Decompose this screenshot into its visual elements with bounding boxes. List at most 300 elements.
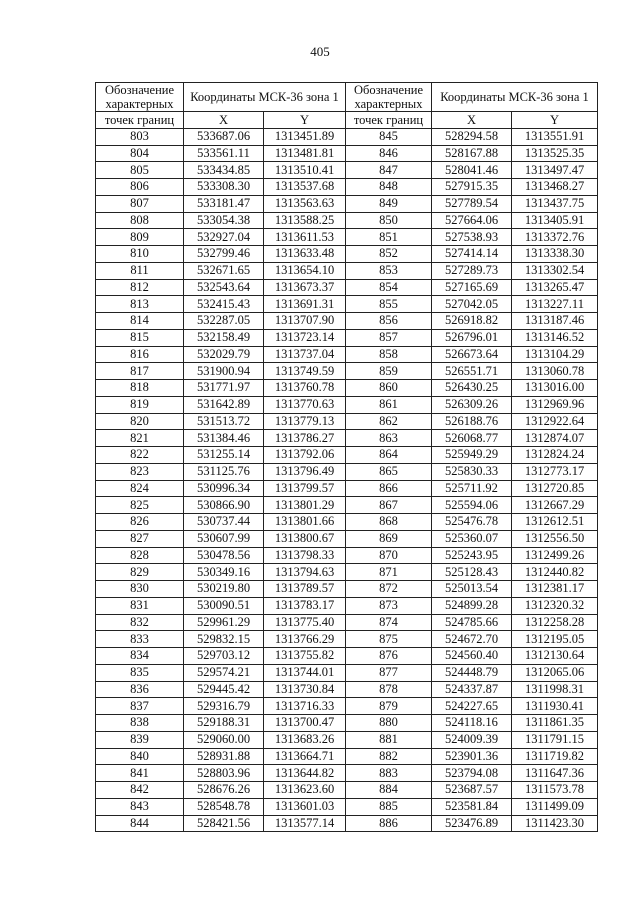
y-coordinate-cell: 1313801.29 — [264, 497, 346, 514]
x-coordinate-cell: 533687.06 — [184, 128, 264, 145]
table-row — [96, 765, 598, 782]
x-coordinate-cell: 527789.54 — [432, 195, 512, 212]
table-row — [96, 262, 598, 279]
point-number-cell: 871 — [346, 564, 432, 581]
x-coordinate-cell: 526430.25 — [432, 380, 512, 397]
x-coordinate-cell: 525128.43 — [432, 564, 512, 581]
table-row — [96, 329, 598, 346]
y-coordinate-cell: 1311861.35 — [512, 715, 598, 732]
y-coordinate-cell: 1312258.28 — [512, 614, 598, 631]
page-number: 405 — [310, 44, 330, 59]
x-coordinate-cell: 532415.43 — [184, 296, 264, 313]
table-row — [96, 413, 598, 430]
x-coordinate-cell: 527664.06 — [432, 212, 512, 229]
x-coordinate-cell: 528421.56 — [184, 815, 264, 832]
x-coordinate-cell: 528676.26 — [184, 782, 264, 799]
x-coordinate-cell: 532799.46 — [184, 246, 264, 263]
point-number-cell: 810 — [96, 246, 184, 263]
table-row — [96, 279, 598, 296]
x-coordinate-cell: 529832.15 — [184, 631, 264, 648]
y-coordinate-cell: 1312612.51 — [512, 514, 598, 531]
y-coordinate-cell: 1312499.26 — [512, 547, 598, 564]
x-coordinate-cell: 530090.51 — [184, 597, 264, 614]
point-number-cell: 842 — [96, 782, 184, 799]
y-column-header-left: Y — [264, 112, 346, 129]
table-row — [96, 480, 598, 497]
point-number-cell: 834 — [96, 648, 184, 665]
y-coordinate-cell: 1313775.40 — [264, 614, 346, 631]
point-number-cell: 852 — [346, 246, 432, 263]
table-row — [96, 631, 598, 648]
y-coordinate-cell: 1313716.33 — [264, 698, 346, 715]
point-number-cell: 826 — [96, 514, 184, 531]
table-row — [96, 514, 598, 531]
x-coordinate-cell: 533054.38 — [184, 212, 264, 229]
point-number-cell: 827 — [96, 530, 184, 547]
point-number-cell: 831 — [96, 597, 184, 614]
x-coordinate-cell: 533308.30 — [184, 179, 264, 196]
x-coordinate-cell: 532158.49 — [184, 329, 264, 346]
table-row — [96, 564, 598, 581]
point-number-cell: 866 — [346, 480, 432, 497]
point-number-cell: 837 — [96, 698, 184, 715]
point-number-cell: 814 — [96, 313, 184, 330]
x-coordinate-cell: 527165.69 — [432, 279, 512, 296]
point-number-cell: 859 — [346, 363, 432, 380]
table-row — [96, 430, 598, 447]
y-coordinate-cell: 1313770.63 — [264, 396, 346, 413]
point-number-cell: 813 — [96, 296, 184, 313]
x-coordinate-cell: 528803.96 — [184, 765, 264, 782]
point-number-cell: 870 — [346, 547, 432, 564]
table-row — [96, 246, 598, 263]
y-coordinate-cell: 1313664.71 — [264, 748, 346, 765]
y-coordinate-cell: 1311791.15 — [512, 731, 598, 748]
point-number-cell: 885 — [346, 798, 432, 815]
y-coordinate-cell: 1312922.64 — [512, 413, 598, 430]
y-coordinate-cell: 1313601.03 — [264, 798, 346, 815]
y-coordinate-cell: 1313437.75 — [512, 195, 598, 212]
table-row — [96, 463, 598, 480]
point-number-cell: 865 — [346, 463, 432, 480]
y-coordinate-cell: 1312440.82 — [512, 564, 598, 581]
x-coordinate-cell: 524337.87 — [432, 681, 512, 698]
point-number-cell: 886 — [346, 815, 432, 832]
y-coordinate-cell: 1312720.85 — [512, 480, 598, 497]
point-number-cell: 835 — [96, 664, 184, 681]
y-coordinate-cell: 1313104.29 — [512, 346, 598, 363]
x-coordinate-cell: 524227.65 — [432, 698, 512, 715]
point-number-cell: 880 — [346, 715, 432, 732]
x-coordinate-cell: 523794.08 — [432, 765, 512, 782]
y-coordinate-cell: 1313451.89 — [264, 128, 346, 145]
point-number-cell: 855 — [346, 296, 432, 313]
x-coordinate-cell: 532671.65 — [184, 262, 264, 279]
table-row — [96, 447, 598, 464]
point-number-cell: 803 — [96, 128, 184, 145]
point-number-cell: 821 — [96, 430, 184, 447]
x-coordinate-cell: 529060.00 — [184, 731, 264, 748]
point-number-cell: 882 — [346, 748, 432, 765]
point-number-cell: 867 — [346, 497, 432, 514]
x-coordinate-cell: 532927.04 — [184, 229, 264, 246]
point-number-cell: 846 — [346, 145, 432, 162]
y-coordinate-cell: 1312824.24 — [512, 447, 598, 464]
x-coordinate-cell: 529703.12 — [184, 648, 264, 665]
x-coordinate-cell: 532543.64 — [184, 279, 264, 296]
point-label-subheader-right: точек границ — [346, 112, 432, 129]
x-coordinate-cell: 526551.71 — [432, 363, 512, 380]
y-coordinate-cell: 1313786.27 — [264, 430, 346, 447]
point-number-cell: 829 — [96, 564, 184, 581]
table-header-row — [96, 83, 598, 112]
y-coordinate-cell: 1313146.52 — [512, 329, 598, 346]
point-number-cell: 838 — [96, 715, 184, 732]
x-coordinate-cell: 531642.89 — [184, 396, 264, 413]
x-coordinate-cell: 527414.14 — [432, 246, 512, 263]
y-coordinate-cell: 1313481.81 — [264, 145, 346, 162]
y-coordinate-cell: 1313800.67 — [264, 530, 346, 547]
y-coordinate-cell: 1311998.31 — [512, 681, 598, 698]
table-row — [96, 798, 598, 815]
y-coordinate-cell: 1311930.41 — [512, 698, 598, 715]
x-coordinate-cell: 525830.33 — [432, 463, 512, 480]
y-coordinate-cell: 1313537.68 — [264, 179, 346, 196]
table-row — [96, 748, 598, 765]
y-coordinate-cell: 1312065.06 — [512, 664, 598, 681]
point-number-cell: 864 — [346, 447, 432, 464]
table-row — [96, 195, 598, 212]
point-number-cell: 823 — [96, 463, 184, 480]
y-coordinate-cell: 1313563.63 — [264, 195, 346, 212]
x-coordinate-cell: 526796.01 — [432, 329, 512, 346]
table-row — [96, 597, 598, 614]
point-number-cell: 863 — [346, 430, 432, 447]
x-coordinate-cell: 530349.16 — [184, 564, 264, 581]
point-number-cell: 815 — [96, 329, 184, 346]
point-label-header-left: Обозначение характерных — [96, 83, 184, 112]
y-coordinate-cell: 1313760.78 — [264, 380, 346, 397]
y-coordinate-cell: 1313525.35 — [512, 145, 598, 162]
x-coordinate-cell: 533181.47 — [184, 195, 264, 212]
y-coordinate-cell: 1313302.54 — [512, 262, 598, 279]
point-number-cell: 878 — [346, 681, 432, 698]
x-coordinate-cell: 529961.29 — [184, 614, 264, 631]
y-coordinate-cell: 1313497.47 — [512, 162, 598, 179]
y-coordinate-cell: 1313766.29 — [264, 631, 346, 648]
table-row — [96, 313, 598, 330]
y-coordinate-cell: 1312667.29 — [512, 497, 598, 514]
x-coordinate-cell: 524672.70 — [432, 631, 512, 648]
y-coordinate-cell: 1313744.01 — [264, 664, 346, 681]
point-label-header-right: Обозначение характерных — [346, 83, 432, 112]
y-coordinate-cell: 1313338.30 — [512, 246, 598, 263]
x-coordinate-cell: 530996.34 — [184, 480, 264, 497]
point-number-cell: 883 — [346, 765, 432, 782]
y-coordinate-cell: 1313060.78 — [512, 363, 598, 380]
y-coordinate-cell: 1313468.27 — [512, 179, 598, 196]
table-row — [96, 497, 598, 514]
table-row — [96, 698, 598, 715]
table-row — [96, 782, 598, 799]
point-number-cell: 819 — [96, 396, 184, 413]
point-number-cell: 840 — [96, 748, 184, 765]
y-coordinate-cell: 1311719.82 — [512, 748, 598, 765]
table-row — [96, 614, 598, 631]
x-coordinate-cell: 531255.14 — [184, 447, 264, 464]
point-number-cell: 856 — [346, 313, 432, 330]
y-coordinate-cell: 1313227.11 — [512, 296, 598, 313]
y-coordinate-cell: 1313016.00 — [512, 380, 598, 397]
table-row — [96, 229, 598, 246]
coord-title-header-left: Координаты МСК-36 зона 1 — [184, 83, 346, 112]
y-coordinate-cell: 1311647.36 — [512, 765, 598, 782]
x-coordinate-cell: 529574.21 — [184, 664, 264, 681]
x-coordinate-cell: 524560.40 — [432, 648, 512, 665]
x-coordinate-cell: 528548.78 — [184, 798, 264, 815]
y-coordinate-cell: 1312381.17 — [512, 581, 598, 598]
y-coordinate-cell: 1313683.26 — [264, 731, 346, 748]
point-number-cell: 860 — [346, 380, 432, 397]
point-number-cell: 816 — [96, 346, 184, 363]
table-row — [96, 664, 598, 681]
y-coordinate-cell: 1313789.57 — [264, 581, 346, 598]
table-row — [96, 212, 598, 229]
table-row — [96, 681, 598, 698]
x-coordinate-cell: 523581.84 — [432, 798, 512, 815]
point-number-cell: 874 — [346, 614, 432, 631]
point-number-cell: 824 — [96, 480, 184, 497]
x-coordinate-cell: 530866.90 — [184, 497, 264, 514]
point-number-cell: 807 — [96, 195, 184, 212]
y-coordinate-cell: 1313796.49 — [264, 463, 346, 480]
y-coordinate-cell: 1311573.78 — [512, 782, 598, 799]
table-row — [96, 396, 598, 413]
point-number-cell: 857 — [346, 329, 432, 346]
point-number-cell: 881 — [346, 731, 432, 748]
x-coordinate-cell: 523901.36 — [432, 748, 512, 765]
x-coordinate-cell: 525476.78 — [432, 514, 512, 531]
point-number-cell: 884 — [346, 782, 432, 799]
point-number-cell: 812 — [96, 279, 184, 296]
point-number-cell: 806 — [96, 179, 184, 196]
x-coordinate-cell: 527538.93 — [432, 229, 512, 246]
y-coordinate-cell: 1313799.57 — [264, 480, 346, 497]
x-column-header-right: X — [432, 112, 512, 129]
y-coordinate-cell: 1313792.06 — [264, 447, 346, 464]
x-coordinate-cell: 531771.97 — [184, 380, 264, 397]
table-row — [96, 380, 598, 397]
point-number-cell: 862 — [346, 413, 432, 430]
y-coordinate-cell: 1313633.48 — [264, 246, 346, 263]
x-coordinate-cell: 530219.80 — [184, 581, 264, 598]
y-coordinate-cell: 1313623.60 — [264, 782, 346, 799]
y-coordinate-cell: 1312874.07 — [512, 430, 598, 447]
point-number-cell: 847 — [346, 162, 432, 179]
point-number-cell: 832 — [96, 614, 184, 631]
x-coordinate-cell: 529445.42 — [184, 681, 264, 698]
x-coordinate-cell: 528041.46 — [432, 162, 512, 179]
x-coordinate-cell: 531125.76 — [184, 463, 264, 480]
y-coordinate-cell: 1313577.14 — [264, 815, 346, 832]
point-number-cell: 825 — [96, 497, 184, 514]
y-coordinate-cell: 1313372.76 — [512, 229, 598, 246]
point-number-cell: 854 — [346, 279, 432, 296]
y-coordinate-cell: 1312320.32 — [512, 597, 598, 614]
table-row — [96, 296, 598, 313]
y-coordinate-cell: 1313510.41 — [264, 162, 346, 179]
x-coordinate-cell: 525711.92 — [432, 480, 512, 497]
point-number-cell: 833 — [96, 631, 184, 648]
y-coordinate-cell: 1313265.47 — [512, 279, 598, 296]
y-coordinate-cell: 1312130.64 — [512, 648, 598, 665]
y-coordinate-cell: 1313798.33 — [264, 547, 346, 564]
y-coordinate-cell: 1313737.04 — [264, 346, 346, 363]
table-row — [96, 530, 598, 547]
table-row — [96, 731, 598, 748]
x-coordinate-cell: 523476.89 — [432, 815, 512, 832]
y-coordinate-cell: 1313755.82 — [264, 648, 346, 665]
y-coordinate-cell: 1313691.31 — [264, 296, 346, 313]
point-number-cell: 876 — [346, 648, 432, 665]
x-coordinate-cell: 526309.26 — [432, 396, 512, 413]
point-number-cell: 868 — [346, 514, 432, 531]
y-coordinate-cell: 1313723.14 — [264, 329, 346, 346]
x-coordinate-cell: 527042.05 — [432, 296, 512, 313]
point-number-cell: 818 — [96, 380, 184, 397]
x-coordinate-cell: 524899.28 — [432, 597, 512, 614]
y-coordinate-cell: 1312556.50 — [512, 530, 598, 547]
y-coordinate-cell: 1313611.53 — [264, 229, 346, 246]
point-number-cell: 851 — [346, 229, 432, 246]
y-coordinate-cell: 1311423.30 — [512, 815, 598, 832]
point-number-cell: 845 — [346, 128, 432, 145]
x-coordinate-cell: 526188.76 — [432, 413, 512, 430]
y-coordinate-cell: 1312773.17 — [512, 463, 598, 480]
x-coordinate-cell: 526918.82 — [432, 313, 512, 330]
x-coordinate-cell: 533434.85 — [184, 162, 264, 179]
x-column-header-left: X — [184, 112, 264, 129]
table-row — [96, 145, 598, 162]
point-number-cell: 839 — [96, 731, 184, 748]
table-row — [96, 179, 598, 196]
x-coordinate-cell: 524118.16 — [432, 715, 512, 732]
point-number-cell: 872 — [346, 581, 432, 598]
point-number-cell: 808 — [96, 212, 184, 229]
point-number-cell: 836 — [96, 681, 184, 698]
point-number-cell: 822 — [96, 447, 184, 464]
x-coordinate-cell: 524785.66 — [432, 614, 512, 631]
y-coordinate-cell: 1313673.37 — [264, 279, 346, 296]
table-row — [96, 128, 598, 145]
table-row — [96, 162, 598, 179]
y-coordinate-cell: 1313700.47 — [264, 715, 346, 732]
x-coordinate-cell: 530478.56 — [184, 547, 264, 564]
x-coordinate-cell: 532287.05 — [184, 313, 264, 330]
x-coordinate-cell: 533561.11 — [184, 145, 264, 162]
table-row — [96, 715, 598, 732]
point-number-cell: 877 — [346, 664, 432, 681]
x-coordinate-cell: 526068.77 — [432, 430, 512, 447]
coordinates-table — [95, 82, 598, 832]
y-coordinate-cell: 1313779.13 — [264, 413, 346, 430]
point-number-cell: 811 — [96, 262, 184, 279]
x-coordinate-cell: 526673.64 — [432, 346, 512, 363]
table-body — [96, 128, 598, 832]
x-coordinate-cell: 523687.57 — [432, 782, 512, 799]
point-number-cell: 830 — [96, 581, 184, 598]
y-coordinate-cell: 1312195.05 — [512, 631, 598, 648]
x-coordinate-cell: 527915.35 — [432, 179, 512, 196]
coord-title-header-right: Координаты МСК-36 зона 1 — [432, 83, 598, 112]
point-number-cell: 873 — [346, 597, 432, 614]
point-number-cell: 828 — [96, 547, 184, 564]
x-coordinate-cell: 529316.79 — [184, 698, 264, 715]
table-row — [96, 363, 598, 380]
point-number-cell: 805 — [96, 162, 184, 179]
point-number-cell: 858 — [346, 346, 432, 363]
x-coordinate-cell: 531900.94 — [184, 363, 264, 380]
x-coordinate-cell: 531384.46 — [184, 430, 264, 447]
table-row — [96, 581, 598, 598]
table-row — [96, 346, 598, 363]
y-coordinate-cell: 1313707.90 — [264, 313, 346, 330]
table-row — [96, 648, 598, 665]
y-coordinate-cell: 1313730.84 — [264, 681, 346, 698]
point-number-cell: 869 — [346, 530, 432, 547]
point-number-cell: 843 — [96, 798, 184, 815]
x-coordinate-cell: 525360.07 — [432, 530, 512, 547]
y-coordinate-cell: 1313405.91 — [512, 212, 598, 229]
x-coordinate-cell: 531513.72 — [184, 413, 264, 430]
table-row — [96, 547, 598, 564]
x-coordinate-cell: 525013.54 — [432, 581, 512, 598]
point-number-cell: 817 — [96, 363, 184, 380]
y-coordinate-cell: 1313644.82 — [264, 765, 346, 782]
x-coordinate-cell: 532029.79 — [184, 346, 264, 363]
point-number-cell: 853 — [346, 262, 432, 279]
y-coordinate-cell: 1313749.59 — [264, 363, 346, 380]
point-number-cell: 804 — [96, 145, 184, 162]
x-coordinate-cell: 530737.44 — [184, 514, 264, 531]
point-number-cell: 861 — [346, 396, 432, 413]
point-label-subheader-left: точек границ — [96, 112, 184, 129]
point-number-cell: 850 — [346, 212, 432, 229]
y-column-header-right: Y — [512, 112, 598, 129]
point-number-cell: 844 — [96, 815, 184, 832]
point-number-cell: 875 — [346, 631, 432, 648]
x-coordinate-cell: 525949.29 — [432, 447, 512, 464]
y-coordinate-cell: 1313783.17 — [264, 597, 346, 614]
point-number-cell: 849 — [346, 195, 432, 212]
x-coordinate-cell: 528931.88 — [184, 748, 264, 765]
y-coordinate-cell: 1313794.63 — [264, 564, 346, 581]
y-coordinate-cell: 1313187.46 — [512, 313, 598, 330]
x-coordinate-cell: 524009.39 — [432, 731, 512, 748]
y-coordinate-cell: 1312969.96 — [512, 396, 598, 413]
x-coordinate-cell: 525243.95 — [432, 547, 512, 564]
x-coordinate-cell: 530607.99 — [184, 530, 264, 547]
x-coordinate-cell: 529188.31 — [184, 715, 264, 732]
point-number-cell: 841 — [96, 765, 184, 782]
x-coordinate-cell: 524448.79 — [432, 664, 512, 681]
y-coordinate-cell: 1313801.66 — [264, 514, 346, 531]
y-coordinate-cell: 1313654.10 — [264, 262, 346, 279]
point-number-cell: 820 — [96, 413, 184, 430]
y-coordinate-cell: 1313551.91 — [512, 128, 598, 145]
point-number-cell: 809 — [96, 229, 184, 246]
point-number-cell: 848 — [346, 179, 432, 196]
